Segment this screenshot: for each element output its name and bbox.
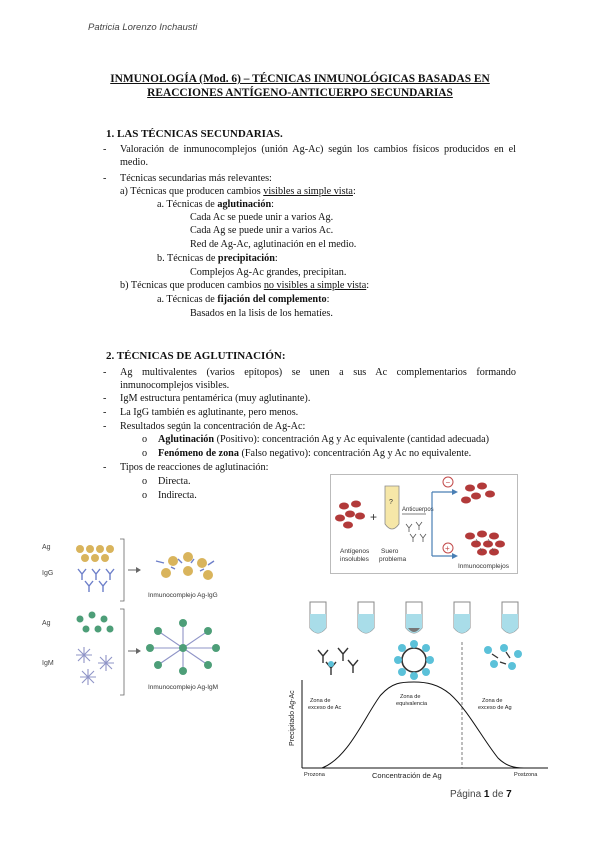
tube-icon (406, 602, 422, 633)
s2-bullet-4: Resultados según la concentración de Ag-Ac: (120, 421, 306, 432)
bullet-dash: - (103, 462, 107, 473)
zona-eq-line-2: equivalencia (396, 701, 428, 707)
zona-ac-line-2: exceso de Ac (308, 705, 342, 711)
s2-type-2: Indirecta. (158, 490, 197, 501)
tubes (310, 602, 518, 633)
label-suero: Suero (381, 548, 399, 555)
antibody-excess-icon (318, 648, 358, 675)
zona-eq-line-1: Zona de (400, 694, 421, 700)
label-anticuerpos: Anticuerpos (402, 507, 434, 513)
s1-item-aa: a. Técnicas de aglutinación: (157, 199, 274, 210)
x-axis-label: Concentración de Ag (372, 771, 442, 780)
s1-bullet-2: Técnicas secundarias más relevantes: (120, 173, 272, 184)
s2-type-1: Directa. (158, 476, 191, 487)
y-axis-label: Precipitado Ag-Ac (289, 690, 296, 746)
tube-icon (358, 602, 374, 633)
zona-ag-line-2: exceso de Ag (478, 705, 512, 711)
s1-ba-line-1: Basados en la lisis de los hematíes. (190, 308, 333, 319)
bullet-o: o (142, 448, 148, 459)
label-postzona: Postzona (514, 772, 538, 778)
label-inmunocomplejos: Inmunocomplejos (458, 563, 509, 570)
title-line-2: REACCIONES ANTÍGENO-ANTICUERPO SECUNDARIAS (147, 87, 453, 99)
plus-result-sign: + (445, 544, 450, 553)
s2-bullet-5: Tipos de reacciones de aglutinación: (120, 462, 269, 473)
bullet-o: o (142, 490, 148, 501)
question-mark: ? (389, 499, 393, 506)
title-line-1: INMUNOLOGÍA (Mod. 6) – TÉCNICAS INMUNOLÓGICAS BASADAS EN (110, 73, 490, 85)
label-ag-2: Ag (42, 620, 51, 627)
bullet-o: o (142, 476, 148, 487)
s1-item-b: b) Técnicas que producen cambios no visibles a simple vista: (120, 280, 370, 291)
s1-aa-line-3: Red de Ag-Ac, aglutinación en el medio. (190, 239, 357, 250)
section-1-heading: 1. LAS TÉCNICAS SECUNDARIAS. (106, 128, 283, 140)
bullet-dash: - (103, 367, 107, 378)
tube-icon (454, 602, 470, 633)
bullet-dash: - (103, 173, 107, 184)
zona-ag-line-1: Zona de (482, 698, 503, 704)
figure-agglutination-test (330, 474, 518, 574)
precipitation-curve (322, 682, 524, 768)
antigen-excess-icon (484, 644, 522, 670)
s1-bullet-1: Valoración de inmunocomplejos (unión Ag-Ac) según los cambios físicos producidos en el medio. (120, 144, 516, 168)
s1-item-a: a) Técnicas que producen cambios visibles a simple vista: (120, 186, 356, 197)
zona-ac-line-1: Zona de (310, 698, 331, 704)
equivalence-lattice-icon (394, 640, 434, 680)
s2-bullet-2: IgM estructura pentamérica (muy aglutinante). (120, 393, 311, 404)
tube-icon (310, 602, 326, 633)
minus-sign: − (445, 478, 451, 487)
label-complejo-igm: Inmunocomplejo Ag-IgM (148, 684, 219, 691)
s2-bullet-3: La IgG también es aglutinante, pero menos. (120, 407, 299, 418)
bullet-dash: - (103, 407, 107, 418)
label-problema: problema (379, 556, 407, 563)
section-2-heading: 2. TÉCNICAS DE AGLUTINACIÓN: (106, 350, 286, 362)
s1-item-ba: a. Técnicas de fijación del complemento: (157, 294, 330, 305)
bullet-dash: - (103, 144, 107, 155)
bullet-dash: - (103, 421, 107, 432)
s2-result-1: Aglutinación (Positivo): concentración Ag y Ac equivalente (cantidad adecuada) (158, 434, 490, 445)
s2-bullet-1: Ag multivalentes (varios epítopos) se unen a sus Ac complementarios formando inmunocomplejos visibles. (120, 367, 516, 391)
s2-result-2: Fenómeno de zona (Falso negativo): concentración Ag y Ac no equivalente. (158, 448, 472, 459)
label-igg: IgG (42, 570, 54, 577)
s1-aa-line-1: Cada Ac se puede unir a varios Ag. (190, 212, 334, 223)
author-name: Patricia Lorenzo Inchausti (88, 22, 198, 33)
page-number: Página 1 de 7 (450, 789, 512, 800)
bullet-dash: - (103, 393, 107, 404)
label-prozona: Prozona (304, 772, 325, 778)
label-complejo-igg: Inmunocomplejo Ag-IgG (148, 592, 218, 599)
bullet-o: o (142, 434, 148, 445)
label-insolubles: insolubles (340, 556, 369, 563)
s1-ab-line-1: Complejos Ag-Ac grandes, precipitan. (190, 267, 347, 278)
page-title (60, 72, 540, 100)
label-igm: IgM (42, 660, 54, 667)
plus-sign: + (370, 510, 378, 524)
label-ag-1: Ag (42, 544, 51, 551)
tube-icon (502, 602, 518, 633)
s1-item-ab: b. Técnicas de precipitación: (157, 253, 278, 264)
s1-aa-line-2: Cada Ag se puede unir a varios Ac. (190, 225, 334, 236)
figure-precipitation-curve (278, 598, 554, 780)
figure-igg-igm-complexes (38, 535, 242, 703)
test-tube-icon (385, 486, 399, 529)
label-antigenos: Antígenos (340, 548, 370, 555)
